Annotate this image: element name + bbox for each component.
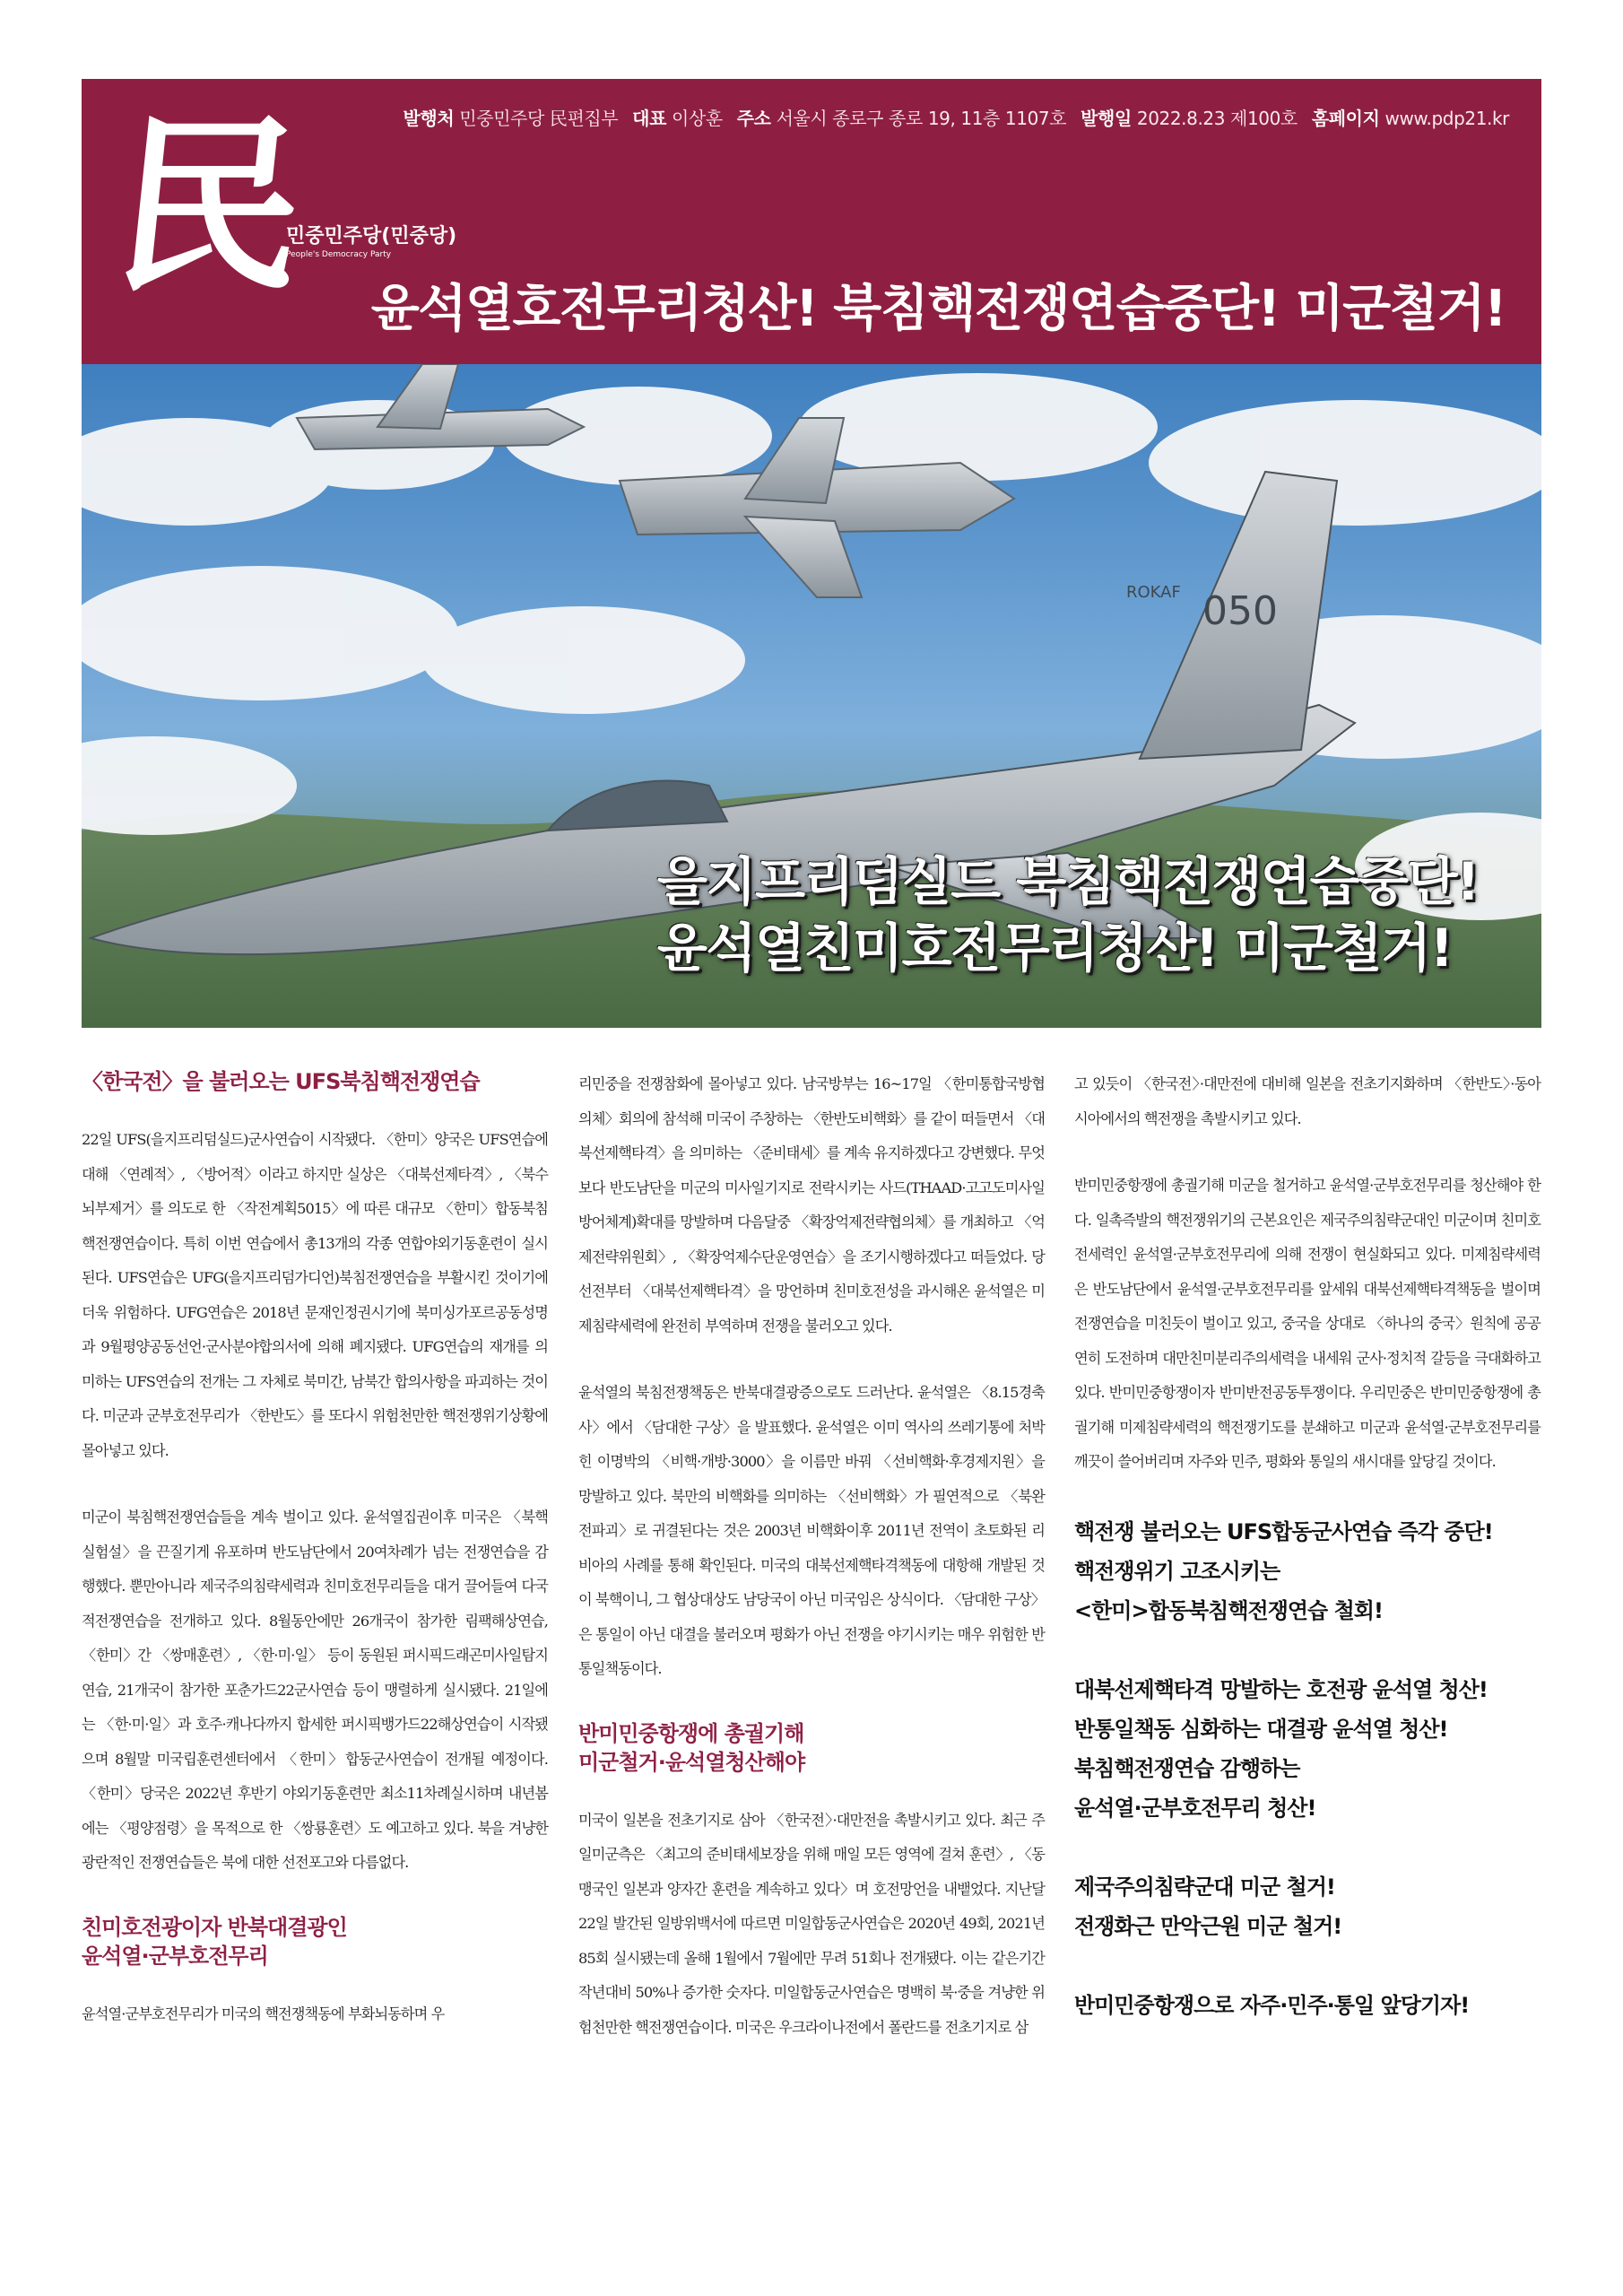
article-column-1 [82,1067,548,2064]
article-column-3 [1074,1067,1541,2065]
slogan: <한미>합동북침핵전쟁연습 철회! [1074,1597,1383,1623]
slogan-group [1074,1867,1541,1946]
publisher-label: 발행처 [403,108,455,129]
slogan: 북침핵전쟁연습 감행하는 [1074,1755,1300,1781]
photo-caption-line-2: 윤석열친미호전무리청산! 미군철거! [656,918,1453,978]
slogan: 반통일책동 심화하는 대결광 윤석열 청산! [1074,1716,1448,1742]
tail-number: 050 [1202,588,1278,634]
party-name-english: People's Democracy Party [286,250,392,259]
slogan: 전쟁화근 만악근원 미군 철거! [1074,1913,1342,1939]
party-logo: 民 [104,96,317,317]
masthead [82,79,1541,364]
issue-date-label: 발행일 [1081,108,1132,129]
address-value: 서울시 종로구 종로 19, 11층 1107호 [776,108,1067,129]
paragraph: 22일 UFS(을지프리덤실드)군사연습이 시작됐다. 〈한미〉양국은 UFS연습에 대해 〈연례적〉, 〈방어적〉이라고 하지만 실상은 〈대북선제타격〉, 〈북수뇌부제거〉를 의도로 한 〈작전계획5015〉에 따른 대규모 〈한미〉합동북침핵전쟁연습이다. 특히 이번 연습에서 총13개의 각종 연합야외기동훈련이 실시된다. UFS연습은 UFG(을지프리덤가디언)북침전쟁연습을 부활시킨 것이기에 더욱 위험하다. UFG연습은 2018년 문재인정권시기에 북미싱가포르공동성명과 9월평양공동선언·군사분야합의서에 의해 폐지됐다. UFG연습의 재개를 의미하는 UFS연습의 전개는 그 자체로 북미간, 남북간 합의사항을 파괴하는 것이다. 미군과 군부호전무리가 〈한반도〉를 또다시 위험천만한 핵전쟁위기상황에 몰아넣고 있다. [82,1131,548,1459]
publisher-value: 민중민주당 民편집부 [459,108,619,129]
representative-value: 이상훈 [672,108,723,129]
slogan-list [1074,1512,1541,2025]
party-name-korean: 민중민주당(민중당) [286,225,457,248]
photo-caption [657,848,1479,981]
section-heading-line: 친미호전광이자 반북대결광인 [82,1914,347,1940]
address-label: 주소 [736,108,771,129]
homepage-label: 홈페이지 [1311,108,1380,129]
paragraph: 윤석열의 북침전쟁책동은 반북대결광증으로도 드러난다. 윤석열은 〈8.15경축사〉에서 〈담대한 구상〉을 발표했다. 윤석열은 이미 역사의 쓰레기통에 처박힌 이명박의 〈비핵·개방·3000〉을 이름만 바꿔 〈선비핵화·후경제지원〉을 망발하고 있다. 북만의 비핵화를 의미하는 〈선비핵화〉가 필연적으로 〈북완전파괴〉로 귀결된다는 것은 2003년 비핵화이후 2011년 전역이 초토화된 리비아의 사례를 통해 확인된다. 미국의 대북선제핵타격책동에 대항해 개발된 것이 북핵이니, 그 협상대상도 남당국이 아닌 미국임은 상식이다. 〈담대한 구상〉은 통일이 아닌 대결을 불러오며 평화가 아닌 전쟁을 야기시키는 매우 위험한 반통일책동이다. [578,1384,1045,1677]
section-heading-line: 윤석열·군부호전무리 [82,1943,268,1969]
paragraph: 미국이 일본을 전초기지로 삼아 〈한국전〉·대만전을 촉발시키고 있다. 최근 주일미군측은 〈최고의 준비태세보장을 위해 매일 모든 영역에 걸쳐 훈련〉, 〈동맹국인 일본과 양자간 훈련을 계속하고 있다〉며 호전망언을 내뱉었다. 지난달 22일 발간된 일방위백서에 따르면 미일합동군사연습은 2020년 49회, 2021년 85회 실시됐는데 올해 1월에서 7월에만 무려 51회나 전개됐다. 이는 같은기간 작년대비 50%나 증가한 숫자다. 미일합동군사연습은 명백히 북·중을 겨냥한 위험천만한 핵전쟁연습이다. 미국은 우크라이나전에서 폴란드를 전초기지로 삼 [578,1811,1045,2036]
publication-info [404,104,1509,130]
article-column-2 [578,1067,1045,2077]
main-headline: 윤석열호전무리청산! 북침핵전쟁연습중단! 미군철거! [370,280,1506,338]
paragraph: 윤석열·군부호전무리가 미국의 핵전쟁책동에 부화뇌동하며 우 [82,2005,445,2022]
section-heading-yoon [82,1913,548,1970]
representative-label: 대표 [632,108,667,129]
section-heading-uprising [578,1719,1045,1777]
slogan: 대북선제핵타격 망발하는 호전광 윤석열 청산! [1074,1676,1488,1702]
slogan-group [1074,1512,1541,1631]
paragraph: 미군이 북침핵전쟁연습들을 계속 벌이고 있다. 윤석열집권이후 미국은 〈북핵실험설〉을 끈질기게 유포하며 반도남단에서 20여차례가 넘는 전쟁연습을 감행했다. 뿐만아니라 제국주의침략세력과 친미호전무리들을 대거 끌어들여 다국적전쟁연습을 전개하고 있다. 8월동안에만 26개국이 참가한 림팩해상연습, 〈한미〉간 〈쌍매훈련〉, 〈한·미·일〉 등이 동원된 퍼시픽드래곤미사일탐지연습, 21개국이 참가한 포춘가드22군사연습 등이 맹렬하게 실시됐다. 21일에는 〈한·미·일〉과 호주·캐나다까지 합세한 퍼시픽뱅가드22해상연습이 시작됐으며 8월말 미국립훈련센터에서 〈한미〉합동군사연습이 전개될 예정이다. 〈한미〉당국은 2022년 후반기 야외기동훈련만 최소11차례실시하며 내년봄에는 〈평양점령〉을 목적으로 한 〈쌍룡훈련〉도 예고하고 있다. 북을 겨냥한 광란적인 전쟁연습들은 북에 대한 선전포고와 다름없다. [82,1509,548,1871]
section-heading-line: 미군철거·윤석열청산해야 [578,1749,805,1775]
issue-date-value: 2022.8.23 제100호 [1136,108,1298,129]
slogan: 핵전쟁 불러오는 UFS합동군사연습 즉각 중단! [1074,1518,1493,1544]
paragraph: 반미민중항쟁에 총궐기해 미군을 철거하고 윤석열·군부호전무리를 청산해야 한다. 일촉즉발의 핵전쟁위기의 근본요인은 제국주의침략군대인 미군이며 친미호전세력인 윤석열·군부호전무리에 의해 전쟁이 현실화되고 있다. 미제침략세력은 반도남단에서 윤석열·군부호전무리를 앞세워 대북선제핵타격책동을 벌이며 전쟁연습을 미친듯이 벌이고 있고, 중국을 상대로 〈하나의 중국〉원칙에 공공연히 도전하며 대만친미분리주의세력을 내세워 군사·정치적 갈등을 극대화하고 있다. 반미민중항쟁이자 반미반전공동투쟁이다. 우리민중은 반미민중항쟁에 총궐기해 미제침략세력의 핵전쟁기도를 분쇄하고 미군과 윤석열·군부호전무리를 깨끗이 쓸어버리며 자주와 민주, 평화와 통일의 새시대를 앞당길 것이다. [1074,1177,1541,1470]
slogan: 제국주의침략군대 미군 철거! [1074,1874,1335,1900]
slogan: 반미민중항쟁으로 자주·민주·통일 앞당기자! [1074,1992,1470,2018]
paragraph: 고 있듯이 〈한국전〉·대만전에 대비해 일본을 전초기지화하며 〈한반도〉·동아시아에서의 핵전쟁을 촉발시키고 있다. [1074,1075,1541,1127]
slogan: 윤석열·군부호전무리 청산! [1074,1795,1316,1821]
homepage-link[interactable]: www.pdp21.kr [1384,108,1509,129]
party-name [286,221,456,259]
slogan: 핵전쟁위기 고조시키는 [1074,1558,1280,1584]
slogan-group [1074,1670,1541,1828]
roundel-label: ROKAF [1126,583,1181,602]
section-heading-line: 반미민중항쟁에 총궐기해 [578,1720,804,1746]
paragraph: 리민중을 전쟁참화에 몰아넣고 있다. 남국방부는 16~17일 〈한미통합국방협의체〉회의에 참석해 미국이 주창하는 〈한반도비핵화〉를 같이 떠들면서 〈대북선제핵타격〉을 의미하는 〈준비태세〉를 계속 유지하겠다고 강변했다. 무엇보다 반도남단을 미군의 미사일기지로 전락시키는 사드(THAAD·고고도미사일방어체계)확대를 망발하며 다음달중 〈확장억제전략협의체〉를 개최하고 〈억제전략위원회〉, 〈확장억제수단운영연습〉을 조기시행하겠다고 떠들었다. 당선전부터 〈대북선제핵타격〉을 망언하며 친미호전성을 과시해온 윤석열은 미제침략세력에 완전히 부역하며 전쟁을 불러오고 있다. [578,1075,1045,1335]
section-heading-ufs: 〈한국전〉을 불러오는 UFS북침핵전쟁연습 [82,1069,480,1094]
photo-caption-line-1: 을지프리덤실드 북침핵전쟁연습중단! [656,851,1479,912]
slogan-group [1074,1986,1541,2025]
hero-photo [82,364,1541,1028]
